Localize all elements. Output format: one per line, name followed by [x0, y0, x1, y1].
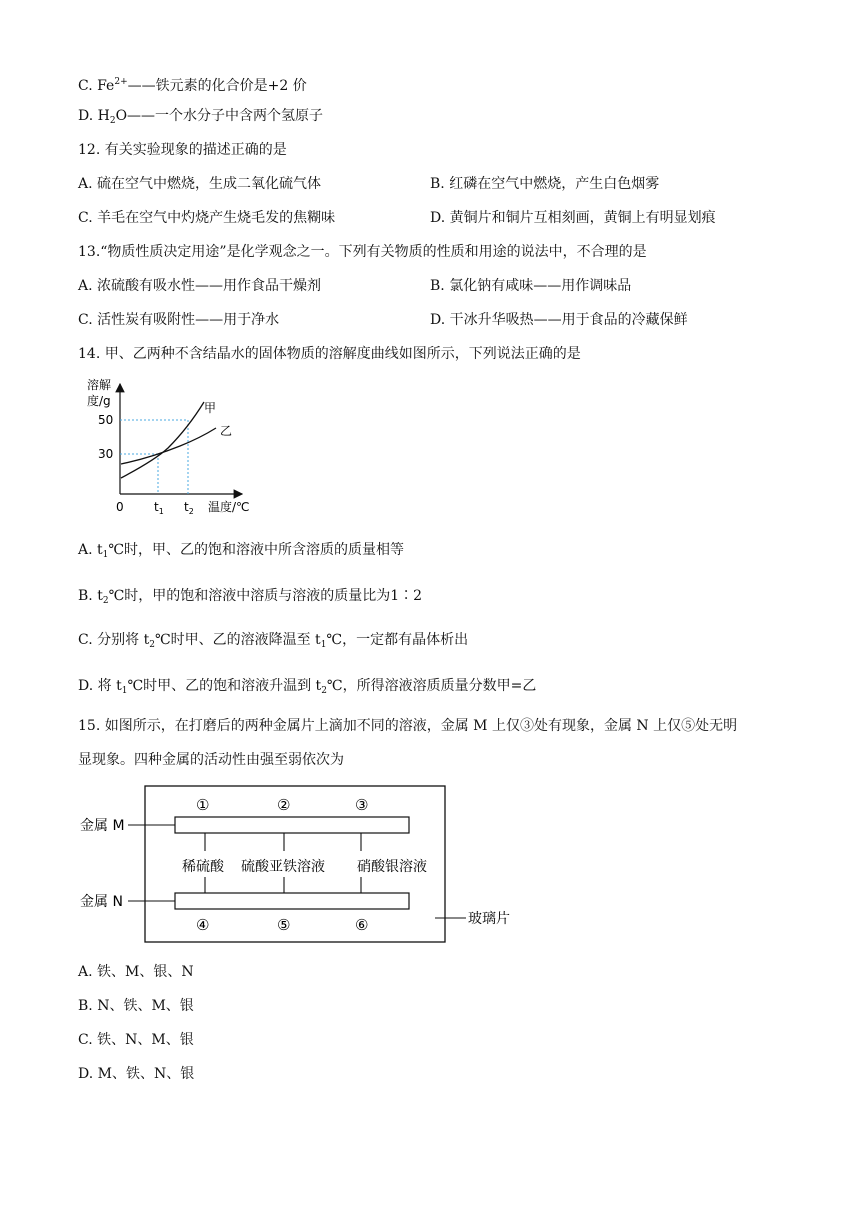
q12-option-c: C. 羊毛在空气中灼烧产生烧毛发的焦糊味: [78, 210, 336, 226]
q13-option-c: C. 活性炭有吸附性——用于净水: [78, 312, 280, 328]
q15-option-c: C. 铁、N、M、银: [78, 1032, 194, 1048]
option-c-prefix: C. Fe: [78, 78, 115, 94]
x-axis-label: 温度/℃: [208, 500, 250, 514]
q14-stem: 14. 甲、乙两种不含结晶水的固体物质的溶解度曲线如图所示，下列说法正确的是: [78, 346, 581, 362]
q14-option-c: C. 分别将 $t_2℃$时甲、乙的溶液降温至 $t_1℃$，一定都有晶体析出: [78, 632, 469, 650]
metal-activity-diagram: [78, 780, 528, 950]
series-label-jia: 甲: [204, 401, 217, 415]
circle-5: ⑤: [277, 916, 291, 934]
q15-option-b: B. N、铁、M、银: [78, 998, 194, 1014]
curve-yi: [121, 428, 216, 464]
q13-option-a: A. 浓硫酸有吸水性——用作食品干燥剂: [78, 278, 322, 294]
q13-option-b: B. 氯化钠有咸味——用作调味品: [430, 278, 632, 294]
y-axis-label-line2: 度/g: [87, 394, 111, 408]
circle-2: ②: [277, 796, 291, 814]
circle-3: ③: [355, 796, 369, 814]
q15-option-a: A. 铁、M、银、N: [78, 964, 194, 980]
solution-3-label: 硝酸银溶液: [357, 859, 427, 875]
q14-option-a: A. $t_1℃$时，甲、乙的饱和溶液中所含溶质的质量相等: [78, 542, 405, 560]
y-axis-label-line1: 溶解: [87, 378, 112, 392]
origin-label: 0: [116, 500, 124, 514]
fe-charge-superscript: 2+: [114, 77, 128, 87]
metal-n-label: 金属 N: [80, 894, 123, 910]
tick-t2: $t_2$: [184, 500, 194, 516]
q14-option-b: B. $t_2℃$时，甲的饱和溶液中溶质与溶液的质量比为1∶2: [78, 588, 423, 606]
option-c-fe-line: [78, 72, 307, 96]
circle-1: ①: [196, 796, 210, 814]
h2o-subscript: 2: [109, 116, 116, 126]
q13-option-d: D. 干冰升华吸热——用于食品的冷藏保鲜: [430, 312, 688, 328]
option-d-h2o-line: [78, 106, 323, 131]
series-label-yi: 乙: [220, 424, 233, 438]
q12-option-a: A. 硫在空气中燃烧，生成二氧化硫气体: [78, 176, 322, 192]
q13-stem: 13.“物质性质决定用途”是化学观念之一。下列有关物质的性质和用途的说法中，不合理的是: [78, 244, 647, 260]
option-d-text: O——一个水分子中含两个氢原子: [115, 108, 324, 124]
glass-label: 玻璃片: [468, 911, 510, 927]
q15-stem-line2: 显现象。四种金属的活动性由强至弱依次为: [78, 752, 344, 768]
q12-option-b: B. 红磷在空气中燃烧，产生白色烟雾: [430, 176, 660, 192]
circle-4: ④: [196, 916, 210, 934]
q14-option-d: D. 将 $t_1℃$时甲、乙的饱和溶液升温到 $t_2℃$，所得溶液溶质质量分数甲=乙: [78, 678, 537, 696]
metal-m-label: 金属 M: [80, 818, 125, 834]
q15-option-d: D. M、铁、N、银: [78, 1066, 195, 1082]
q12-stem: 12. 有关实验现象的描述正确的是: [78, 142, 287, 158]
q15-stem-line1: 15. 如图所示，在打磨后的两种金属片上滴加不同的溶液，金属 M 上仅③处有现象，金属 N 上仅⑤处无明: [78, 718, 738, 734]
q12-option-d: D. 黄铜片和铜片互相刻画，黄铜上有明显划痕: [430, 210, 716, 226]
tick-50: 50: [98, 413, 114, 427]
solubility-curve-figure: [80, 372, 270, 522]
tick-t1: $t_1$: [154, 500, 164, 516]
solution-1-label: 稀硫酸: [182, 859, 224, 875]
metal-n-strip: [175, 893, 409, 909]
option-c-text: ——铁元素的化合价是+2 价: [127, 78, 307, 94]
solution-2-label: 硫酸亚铁溶液: [241, 859, 325, 875]
circle-6: ⑥: [355, 916, 369, 934]
curve-jia: [121, 402, 204, 478]
metal-m-strip: [175, 817, 409, 833]
tick-30: 30: [98, 447, 114, 461]
option-d-prefix: D. H: [78, 108, 110, 124]
